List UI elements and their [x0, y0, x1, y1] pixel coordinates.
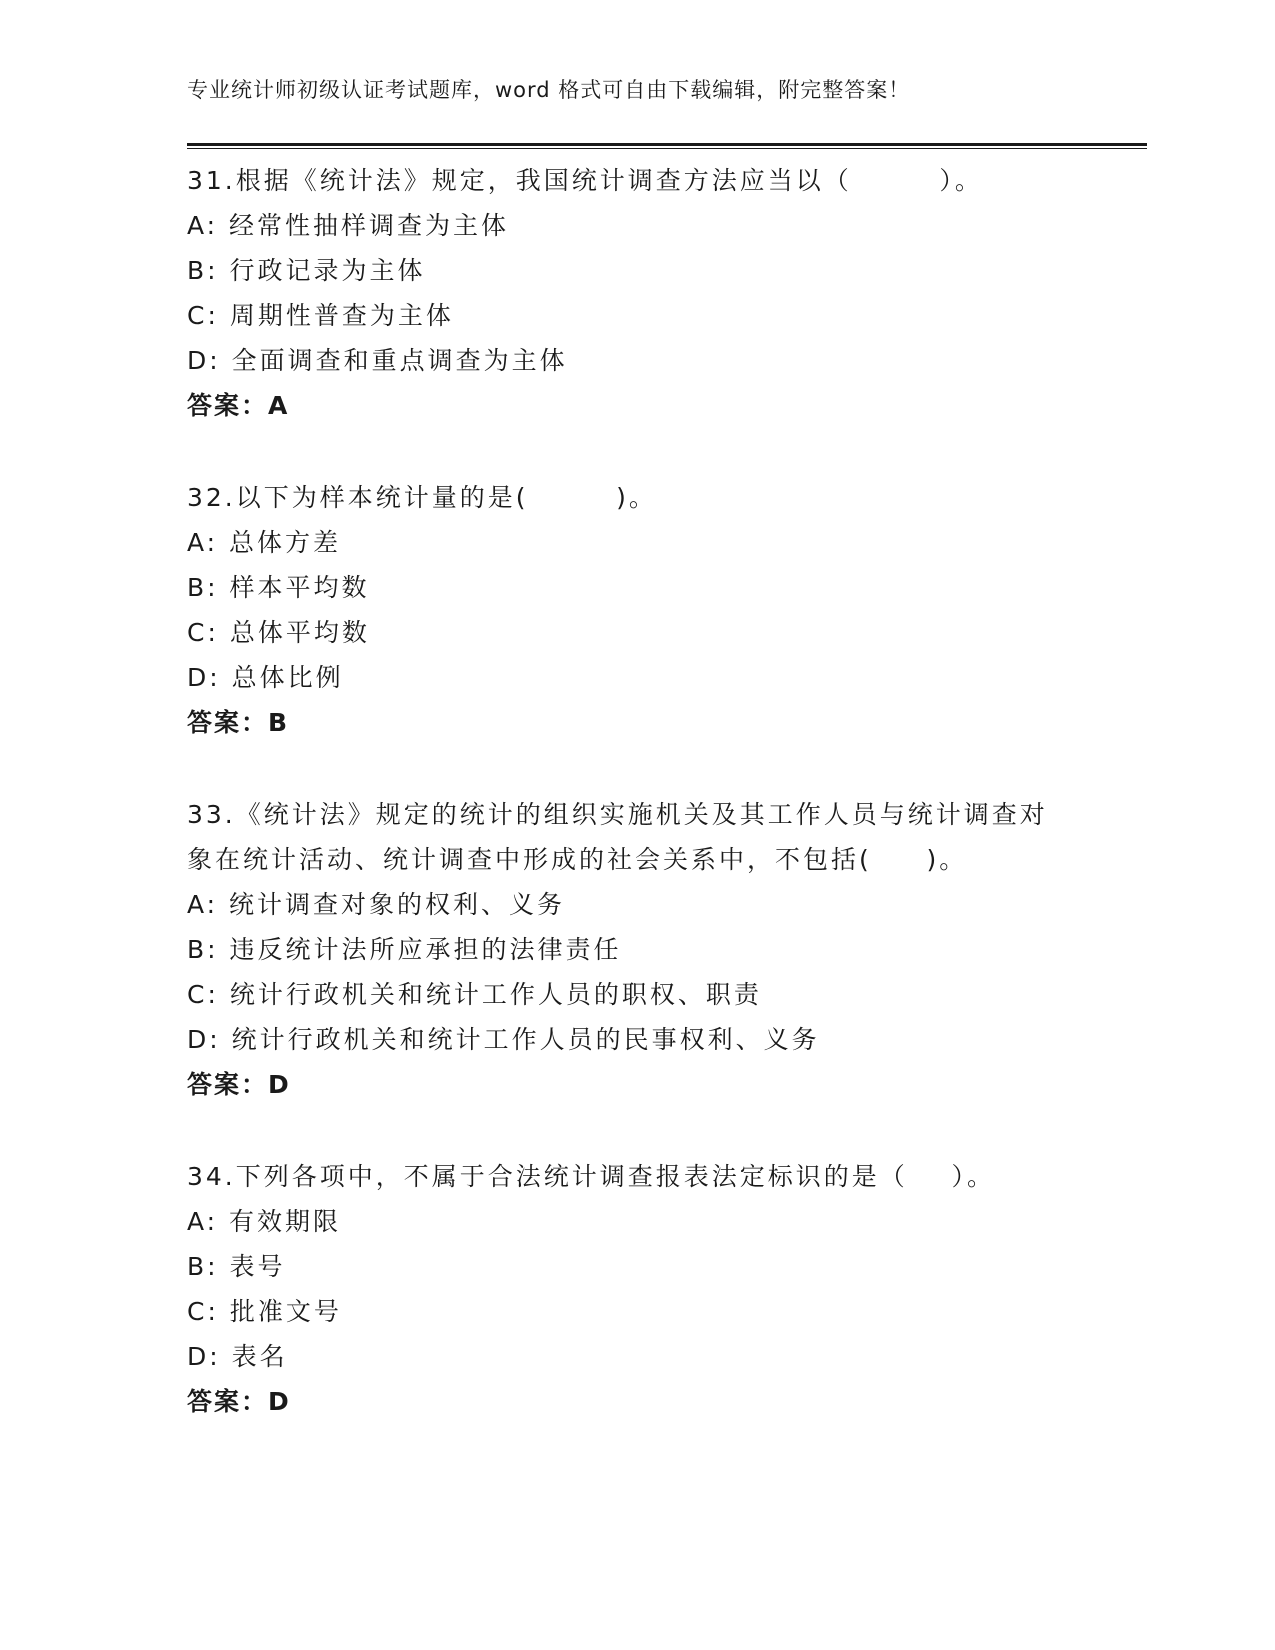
question-32	[187, 475, 1087, 745]
option-b: B: 违反统计法所应承担的法律责任	[187, 935, 622, 964]
option-d: D: 表名	[187, 1342, 288, 1371]
option-a: A: 有效期限	[187, 1207, 342, 1236]
option-a: A: 统计调查对象的权利、义务	[187, 890, 566, 919]
question-text-line-2: 象在统计活动、统计调查中形成的社会关系中，不包括( )。	[187, 845, 968, 874]
question-text-line-1: 33.《统计法》规定的统计的组织实施机关及其工作人员与统计调查对	[187, 800, 1048, 829]
option-b: B: 行政记录为主体	[187, 256, 426, 285]
question-34	[187, 1154, 1087, 1424]
question-text: 34.下列各项中，不属于合法统计调查报表法定标识的是（ ）。	[187, 1162, 996, 1191]
option-d: D: 全面调查和重点调查为主体	[187, 346, 568, 375]
question-text: 32.以下为样本统计量的是( )。	[187, 483, 657, 512]
answer: 答案：D	[187, 1070, 291, 1099]
question-text: 31.根据《统计法》规定，我国统计调查方法应当以（ ）。	[187, 166, 983, 195]
option-d: D: 总体比例	[187, 663, 344, 692]
option-d: D: 统计行政机关和统计工作人员的民事权利、义务	[187, 1025, 820, 1054]
option-c: C: 总体平均数	[187, 618, 370, 647]
question-31	[187, 158, 1087, 428]
option-a: A: 经常性抽样调查为主体	[187, 211, 510, 240]
answer: 答案：A	[187, 391, 290, 420]
question-list	[187, 158, 1087, 1471]
answer: 答案：B	[187, 708, 290, 737]
question-33	[187, 792, 1087, 1107]
option-a: A: 总体方差	[187, 528, 342, 557]
option-b: B: 样本平均数	[187, 573, 370, 602]
option-c: C: 统计行政机关和统计工作人员的职权、职责	[187, 980, 762, 1009]
option-b: B: 表号	[187, 1252, 286, 1281]
page-header: 专业统计师初级认证考试题库，word 格式可自由下载编辑，附完整答案！	[187, 78, 911, 102]
answer: 答案：D	[187, 1387, 291, 1416]
option-c: C: 周期性普查为主体	[187, 301, 454, 330]
header-divider	[187, 143, 1147, 149]
option-c: C: 批准文号	[187, 1297, 342, 1326]
